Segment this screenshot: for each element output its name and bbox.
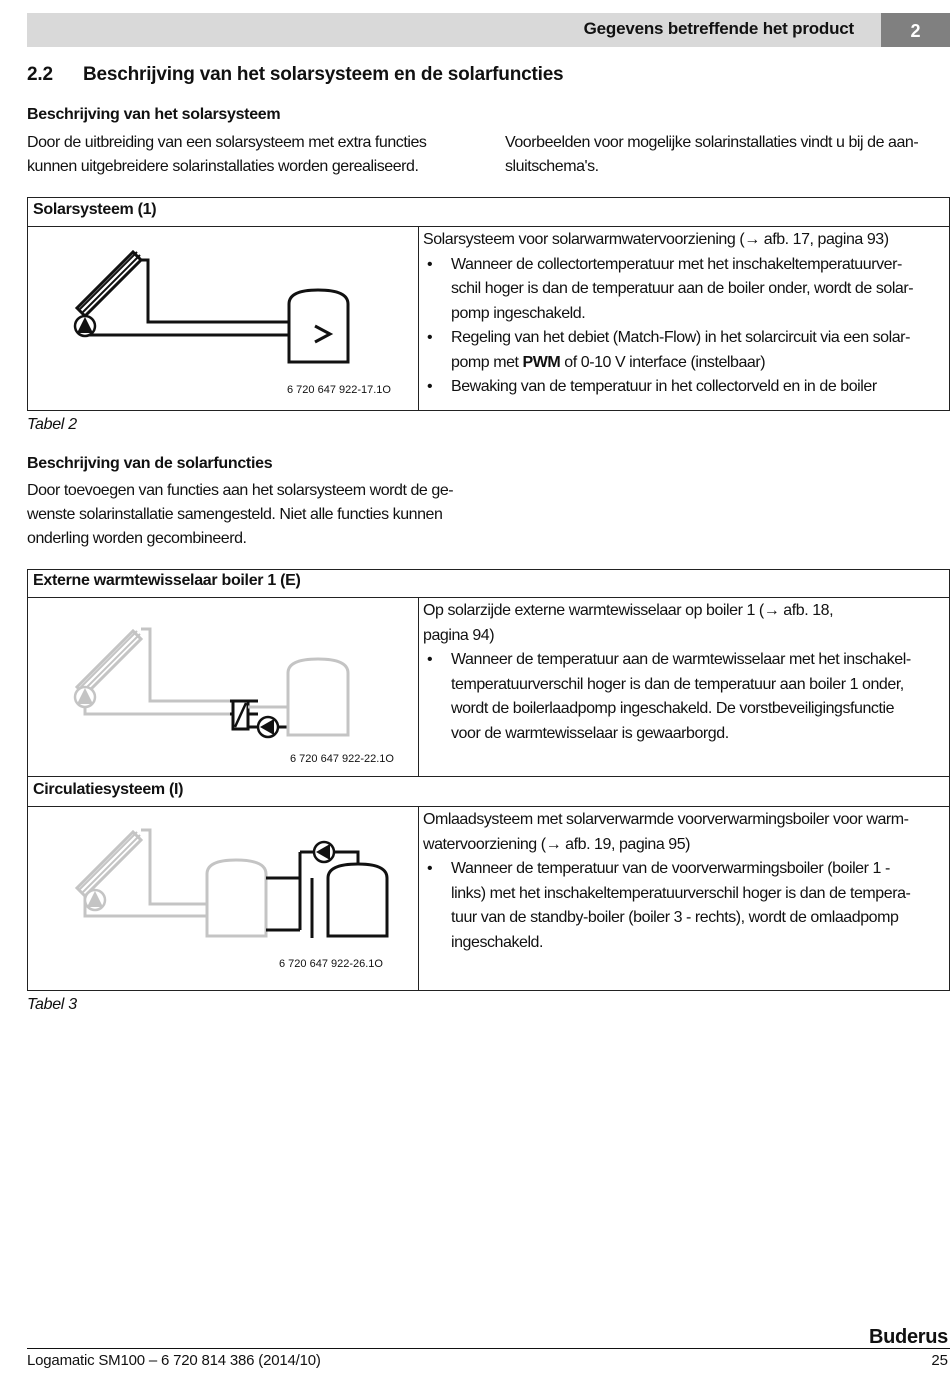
footer-rule: [27, 1348, 950, 1349]
text-line: tuur van de standby-boiler (boiler 3 - rechts), wordt de omlaadpomp: [451, 909, 899, 926]
figure-id: 6 720 647 922-26.1O: [279, 958, 383, 970]
table-3-row2-text: [423, 808, 945, 955]
table-3-caption: Tabel 3: [27, 996, 77, 1013]
text-line: temperatuurverschil hoger is dan de temperatuur aan boiler 1 onder,: [451, 675, 904, 693]
section-number: 2.2: [27, 64, 53, 85]
text-line: ingeschakeld.: [451, 933, 543, 951]
text-line: wenste solarinstallatie samengesteld. Niet alle functies kunnen: [27, 506, 443, 523]
table-divider: [418, 806, 419, 991]
pump-icon: [85, 890, 105, 910]
boiler-icon: [207, 860, 266, 936]
text-line: pagina 94): [423, 626, 495, 644]
text-line: Door toevoegen van functies aan het solarsysteem wordt de ge-: [27, 482, 454, 499]
text-line: links) met het inschakeltemperatuurverschil hoger is dan de tempera-: [451, 884, 911, 902]
footer-doc-id: Logamatic SM100 – 6 720 814 386 (2014/10): [27, 1352, 321, 1369]
table-3-row1-text: [423, 599, 945, 746]
external-heat-exchanger-diagram: [60, 615, 360, 745]
pump-icon: [314, 842, 334, 862]
text-line: Op solarzijde externe warmtewisselaar op boiler 1 (→ afb. 18,: [423, 602, 834, 619]
table-divider: [27, 806, 950, 807]
table-2-lead: Solarsysteem voor solarwarmwatervoorziening (→ afb. 17, pagina 93): [423, 231, 889, 248]
solar-system-diagram: [60, 246, 360, 366]
header-title: Gegevens betreffende het product: [583, 19, 854, 38]
text-line: voor de warmtewisselaar is gewaarborgd.: [451, 724, 729, 742]
boiler-icon: [328, 864, 387, 936]
boiler-icon: [288, 659, 348, 735]
functions-text: [27, 479, 497, 551]
section-heading: [27, 64, 563, 86]
chapter-number: 2: [881, 13, 950, 47]
text-line: • Bewaking van de temperatuur in het collectorveld en in de boiler: [451, 378, 877, 395]
table-divider: [27, 776, 950, 777]
pump-icon: [75, 316, 95, 336]
bullet-item: [423, 648, 945, 746]
table-2-text: [423, 228, 945, 400]
figure-id: 6 720 647 922-22.1O: [290, 753, 394, 765]
bullet-item: [423, 326, 945, 375]
figure-id: 6 720 647 922-17.1O: [287, 384, 391, 396]
bullet-item: [423, 857, 945, 955]
table-3-row1-header: Externe warmtewisselaar boiler 1 (E): [33, 572, 301, 589]
pump-icon: [258, 717, 278, 737]
table-divider: [418, 597, 419, 776]
section-title: Beschrijving van het solarsysteem en de solarfuncties: [83, 64, 564, 85]
bullet-item: [423, 253, 945, 327]
pump-icon: [75, 687, 95, 707]
collector-icon: [77, 252, 141, 316]
text-span: of 0-10 V interface (instelbaar): [560, 353, 766, 371]
text-span: pomp met: [451, 353, 523, 371]
text-line: Voorbeelden voor mogelijke solarinstallaties vindt u bij de aan-: [505, 134, 919, 151]
table-divider: [27, 226, 950, 227]
text-line: watervoorziening (→ afb. 19, pagina 95): [423, 835, 691, 853]
text-line: • Wanneer de temperatuur aan de warmtewisselaar met het inschakel-: [451, 651, 911, 668]
text-line: sluitschema's.: [505, 158, 599, 175]
text-line: [451, 351, 945, 376]
text-line: pomp ingeschakeld.: [451, 304, 586, 322]
text-line: kunnen uitgebreidere solarinstallaties worden gerealiseerd.: [27, 158, 419, 175]
intro-heading: Beschrijving van het solarsysteem: [27, 106, 281, 123]
circulation-system-diagram: [60, 818, 400, 958]
table-divider: [27, 597, 950, 598]
text-line: • Wanneer de collectortemperatuur met het inschakeltemperatuurver-: [451, 255, 902, 273]
pwm-bold: PWM: [522, 353, 561, 371]
page-number: 25: [931, 1352, 948, 1369]
collector-icon: [77, 631, 141, 695]
heat-exchanger-icon: [233, 701, 248, 729]
intro-col2: [505, 131, 950, 179]
text-line: wordt de boilerlaadpomp ingeschakeld. De vorstbeveiligingsfunctie: [451, 700, 895, 717]
text-line: • Wanneer de temperatuur van de voorverwarmingsboiler (boiler 1 -: [451, 860, 890, 877]
intro-col1: [27, 131, 487, 179]
functions-heading: Beschrijving van de solarfuncties: [27, 455, 273, 472]
table-divider: [418, 226, 419, 411]
collector-icon: [77, 832, 141, 896]
text-line: Omlaadsysteem met solarverwarmde voorverwarmingsboiler voor warm-: [423, 811, 909, 828]
text-line: onderling worden gecombineerd.: [27, 530, 247, 547]
text-line: schil hoger is dan de temperatuur aan de boiler onder, wordt de solar-: [451, 280, 914, 297]
boiler-icon: [289, 290, 348, 362]
table-3-row2-header: Circulatiesysteem (I): [33, 781, 184, 798]
bullet-item: [423, 375, 945, 400]
table-2-caption: Tabel 2: [27, 416, 77, 433]
brand-logo: Buderus: [868, 1326, 948, 1348]
text-line: Door de uitbreiding van een solarsysteem met extra functies: [27, 134, 427, 151]
table-2-header: Solarsysteem (1): [33, 201, 157, 218]
text-line: • Regeling van het debiet (Match-Flow) in het solarcircuit via een solar-: [451, 329, 910, 346]
